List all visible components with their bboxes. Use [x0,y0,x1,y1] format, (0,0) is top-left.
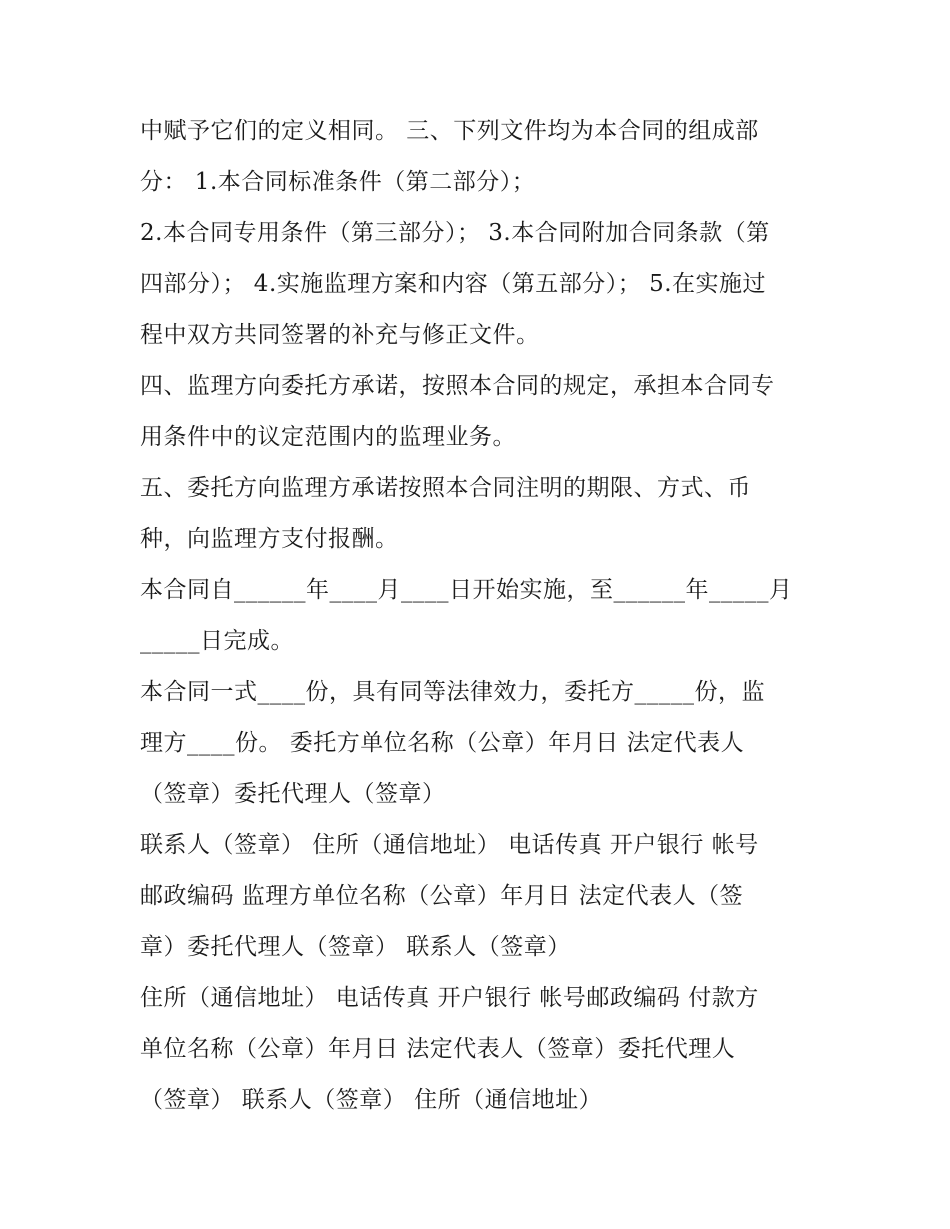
text-line: （签章）委托代理人（签章） [140,781,446,807]
text-line: 本合同一式____份，具有同等法律效力，委托方_____份，监 [140,679,765,705]
text-line: 种，向监理方支付报酬。 [140,526,399,552]
document-body [140,106,830,1126]
text-line: 分： 1.本合同标准条件（第二部分）； [140,169,536,195]
text-line: 邮政编码 监理方单位名称（公章）年月日 法定代表人（签 [140,883,744,909]
text-line: _____日完成。 [140,628,294,654]
text-line: 联系人（签章） 住所（通信地址） 电话传真 开户银行 帐号 [140,832,759,858]
text-line: 单位名称（公章）年月日 法定代表人（签章）委托代理人 [140,1036,736,1062]
text-line: 程中双方共同签署的补充与修正文件。 [140,322,540,348]
text-line: 四部分）； 4.实施监理方案和内容（第五部分）； 5.在实施过 [140,271,767,297]
text-line: 四、监理方向委托方承诺，按照本合同的规定，承担本合同专 [140,373,775,399]
text-line: 2.本合同专用条件（第三部分）； 3.本合同附加合同条款（第 [140,220,770,246]
text-line: 中赋予它们的定义相同。 三、下列文件均为本合同的组成部 [140,118,759,144]
text-line: 五、委托方向监理方承诺按照本合同注明的期限、方式、币 [140,475,751,501]
text-line: 住所（通信地址） 电话传真 开户银行 帐号邮政编码 付款方 [140,985,759,1011]
text-line: 章）委托代理人（签章） 联系人（签章） [140,934,571,960]
text-line: 用条件中的议定范围内的监理业务。 [140,424,516,450]
text-line: 理方____份。 委托方单位名称（公章）年月日 法定代表人 [140,730,745,756]
text-line: （签章） 联系人（签章） 住所（通信地址） [140,1087,603,1113]
text-line: 本合同自______年____月____日开始实施，至______年_____月 [140,577,793,603]
